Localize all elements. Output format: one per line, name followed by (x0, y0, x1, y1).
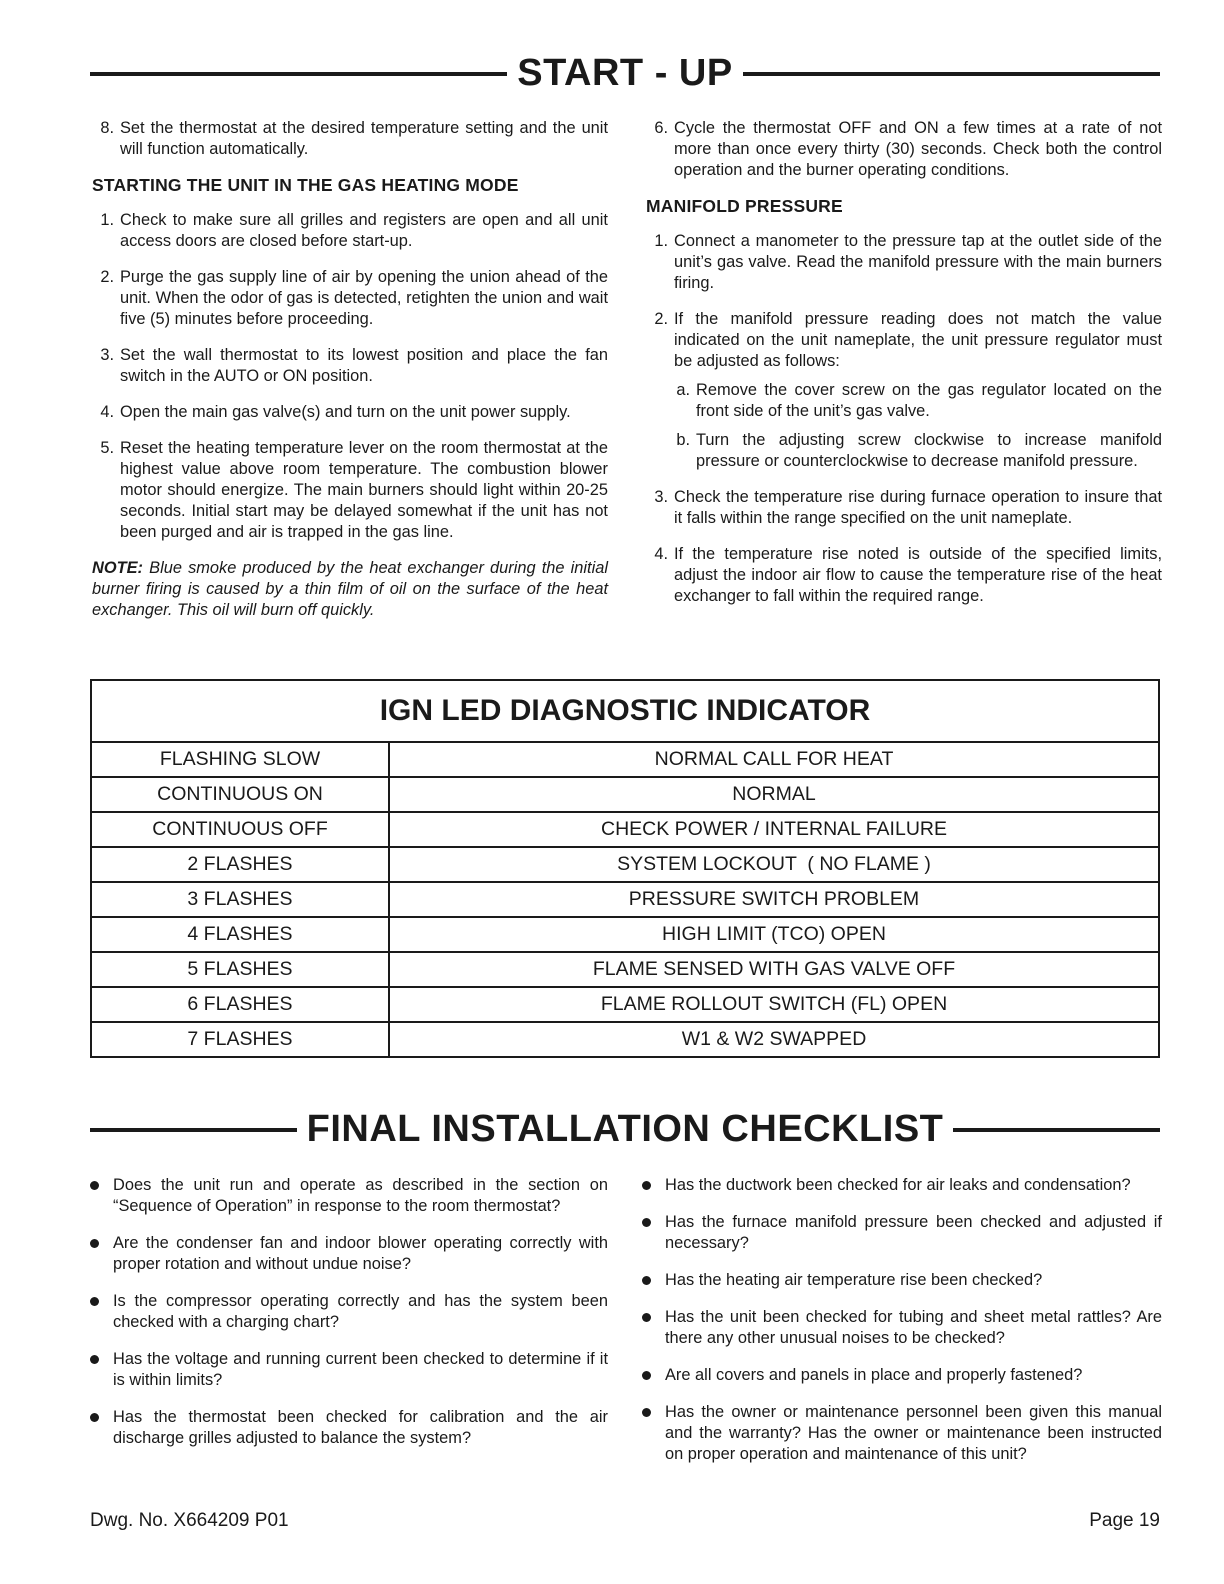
checklist-item-text: Has the furnace manifold pressure been checked and adjusted if necessary? (665, 1213, 1162, 1252)
manifold-step (646, 544, 1162, 607)
step-text: Open the main gas valve(s) and turn on the unit power supply. (120, 403, 571, 421)
flash-meaning: FLAME SENSED WITH GAS VALVE OFF (389, 952, 1159, 987)
checklist-item-text: Has the thermostat been checked for calibration and the air discharge grilles adjusted to balance the system? (113, 1408, 608, 1447)
bullet-icon (642, 1371, 651, 1380)
step-text: Set the thermostat at the desired temperature setting and the unit will function automatically. (120, 119, 608, 158)
substep-text: Turn the adjusting screw clockwise to increase manifold pressure or counterclockwise to decrease manifold pressure. (696, 431, 1162, 470)
checklist-item (642, 1365, 1162, 1386)
bullet-icon (90, 1239, 99, 1248)
step-text: Connect a manometer to the pressure tap at the outlet side of the unit’s gas valve. Read the manifold pressure with the main burners firing. (674, 232, 1162, 292)
manifold-step (646, 231, 1162, 294)
gas-step (92, 345, 608, 387)
step-number: 8. (100, 119, 114, 137)
title-rule-right (743, 72, 1160, 76)
manifold-step (646, 487, 1162, 529)
flash-code: 4 FLASHES (91, 917, 389, 952)
checklist-section-title (90, 1108, 1160, 1151)
startup-section-title (90, 52, 1160, 95)
checklist-item-text: Has the owner or maintenance personnel been given this manual and the warranty? Has the owner or maintenance been instructed on proper operation and maintenance of this unit? (665, 1403, 1162, 1463)
bullet-icon (642, 1181, 651, 1190)
bullet-icon (90, 1297, 99, 1306)
table-row (91, 882, 1159, 917)
note-label: NOTE: (92, 559, 143, 577)
startup-right-column (646, 118, 1162, 622)
flash-meaning: PRESSURE SWITCH PROBLEM (389, 882, 1159, 917)
step-number: 1. (100, 211, 114, 229)
bullet-icon (90, 1413, 99, 1422)
checklist-title-text: FINAL INSTALLATION CHECKLIST (306, 1108, 944, 1150)
substep-letter: a. (676, 381, 690, 399)
flash-code: 2 FLASHES (91, 847, 389, 882)
checklist-item-text: Are the condenser fan and indoor blower operating correctly with proper rotation and without undue noise? (113, 1234, 608, 1273)
step-text: Cycle the thermostat OFF and ON a few times at a rate of not more than once every thirty (30) seconds. Check both the control operation and the burner operating conditions. (674, 119, 1162, 179)
gas-step (92, 402, 608, 423)
flash-code: CONTINUOUS OFF (91, 812, 389, 847)
checklist-item (90, 1349, 608, 1391)
table-row (91, 812, 1159, 847)
checklist-item-text: Has the heating air temperature rise been checked? (665, 1271, 1043, 1289)
step-number: 2. (654, 310, 668, 328)
flash-meaning: CHECK POWER / INTERNAL FAILURE (389, 812, 1159, 847)
checklist-item (642, 1402, 1162, 1465)
manifold-pressure-heading: MANIFOLD PRESSURE (646, 196, 843, 216)
checklist-item (642, 1212, 1162, 1254)
checklist-item-text: Has the unit been checked for tubing and sheet metal rattles? Are there any other unusual noises to be checked? (665, 1308, 1162, 1347)
step-8 (92, 118, 608, 160)
step-number: 6. (654, 119, 668, 137)
step-text: Check to make sure all grilles and registers are open and all unit access doors are closed before start-up. (120, 211, 608, 250)
flash-meaning: FLAME ROLLOUT SWITCH (FL) OPEN (389, 987, 1159, 1022)
table-row (91, 917, 1159, 952)
step-text: Purge the gas supply line of air by opening the union ahead of the unit. When the odor of gas is detected, retighten the union and wait five (5) minutes before proceeding. (120, 268, 608, 328)
checklist-left (90, 1175, 608, 1465)
substep-text: Remove the cover screw on the gas regulator located on the front side of the unit’s gas valve. (696, 381, 1162, 420)
checklist-item (90, 1291, 608, 1333)
gas-step (92, 438, 608, 543)
bullet-icon (642, 1313, 651, 1322)
flash-code: 5 FLASHES (91, 952, 389, 987)
step-text: Check the temperature rise during furnace operation to insure that it falls within the range specified on the unit nameplate. (674, 488, 1162, 527)
table-title-row (91, 680, 1159, 742)
checklist-item-text: Are all covers and panels in place and properly fastened? (665, 1366, 1083, 1384)
checklist-item (642, 1270, 1162, 1291)
flash-code: CONTINUOUS ON (91, 777, 389, 812)
table-row (91, 742, 1159, 777)
flash-meaning: HIGH LIMIT (TCO) OPEN (389, 917, 1159, 952)
substep (674, 380, 1162, 422)
step-6 (646, 118, 1162, 181)
step-number: 4. (654, 545, 668, 563)
gas-step (92, 210, 608, 252)
step-number: 3. (100, 346, 114, 364)
checklist-right (642, 1175, 1162, 1481)
gas-heating-heading: STARTING THE UNIT IN THE GAS HEATING MODE (92, 175, 519, 195)
checklist-item (642, 1307, 1162, 1349)
step-number: 2. (100, 268, 114, 286)
checklist-item (90, 1233, 608, 1275)
title-rule-right (953, 1128, 1160, 1132)
step-number: 5. (100, 439, 114, 457)
checklist-item-text: Is the compressor operating correctly and has the system been checked with a charging chart? (113, 1292, 608, 1331)
step-number: 4. (100, 403, 114, 421)
table-row (91, 987, 1159, 1022)
checklist-item-text: Does the unit run and operate as described in the section on “Sequence of Operation” in response to the room thermostat? (113, 1176, 608, 1215)
bullet-icon (642, 1408, 651, 1417)
step-text: If the manifold pressure reading does not match the value indicated on the unit nameplate, the unit pressure regulator must be adjusted as follows: (674, 310, 1162, 370)
checklist-item (90, 1175, 608, 1217)
page-number: Page 19 (1089, 1510, 1160, 1531)
flash-meaning: NORMAL (389, 777, 1159, 812)
bullet-icon (90, 1355, 99, 1364)
table-row (91, 777, 1159, 812)
flash-meaning: W1 & W2 SWAPPED (389, 1022, 1159, 1057)
checklist-item-text: Has the ductwork been checked for air leaks and condensation? (665, 1176, 1131, 1194)
substep-letter: b. (676, 431, 690, 449)
table-row (91, 952, 1159, 987)
title-rule-left (90, 72, 507, 76)
flash-code: 6 FLASHES (91, 987, 389, 1022)
bullet-icon (642, 1218, 651, 1227)
flash-code: 7 FLASHES (91, 1022, 389, 1057)
flash-code: FLASHING SLOW (91, 742, 389, 777)
gas-step (92, 267, 608, 330)
drawing-number: Dwg. No. X664209 P01 (90, 1510, 289, 1531)
step-text: If the temperature rise noted is outside of the specified limits, adjust the indoor air flow to cause the temperature rise of the heat exchanger to fall within the required range. (674, 545, 1162, 605)
substep (674, 430, 1162, 472)
startup-title-text: START - UP (517, 52, 733, 94)
note (92, 558, 608, 621)
step-number: 3. (654, 488, 668, 506)
table-row (91, 847, 1159, 882)
led-diagnostic-table (90, 679, 1160, 1058)
step-text: Reset the heating temperature lever on the room thermostat at the highest value above room temperature. The combustion blower motor should energize. The main burners should light within 20-25 seconds. Initial start may be delayed somewhat if the unit has not been purged and air is trapped in the gas line. (120, 439, 608, 541)
bullet-icon (90, 1181, 99, 1190)
table-title: IGN LED DIAGNOSTIC INDICATOR (91, 680, 1159, 742)
flash-meaning: SYSTEM LOCKOUT ( NO FLAME ) (389, 847, 1159, 882)
checklist-item (642, 1175, 1162, 1196)
checklist-item-text: Has the voltage and running current been checked to determine if it is within limits? (113, 1350, 608, 1389)
step-text: Set the wall thermostat to its lowest position and place the fan switch in the AUTO or ON position. (120, 346, 608, 385)
manifold-step (646, 309, 1162, 472)
note-text: Blue smoke produced by the heat exchanger during the initial burner firing is caused by a thin film of oil on the surface of the heat exchanger. This oil will burn off quickly. (92, 559, 608, 619)
checklist-item (90, 1407, 608, 1449)
flash-code: 3 FLASHES (91, 882, 389, 917)
bullet-icon (642, 1276, 651, 1285)
title-rule-left (90, 1128, 297, 1132)
step-number: 1. (654, 232, 668, 250)
startup-left-column (92, 118, 608, 621)
step-text-container (674, 309, 1162, 472)
flash-meaning: NORMAL CALL FOR HEAT (389, 742, 1159, 777)
table-row (91, 1022, 1159, 1057)
